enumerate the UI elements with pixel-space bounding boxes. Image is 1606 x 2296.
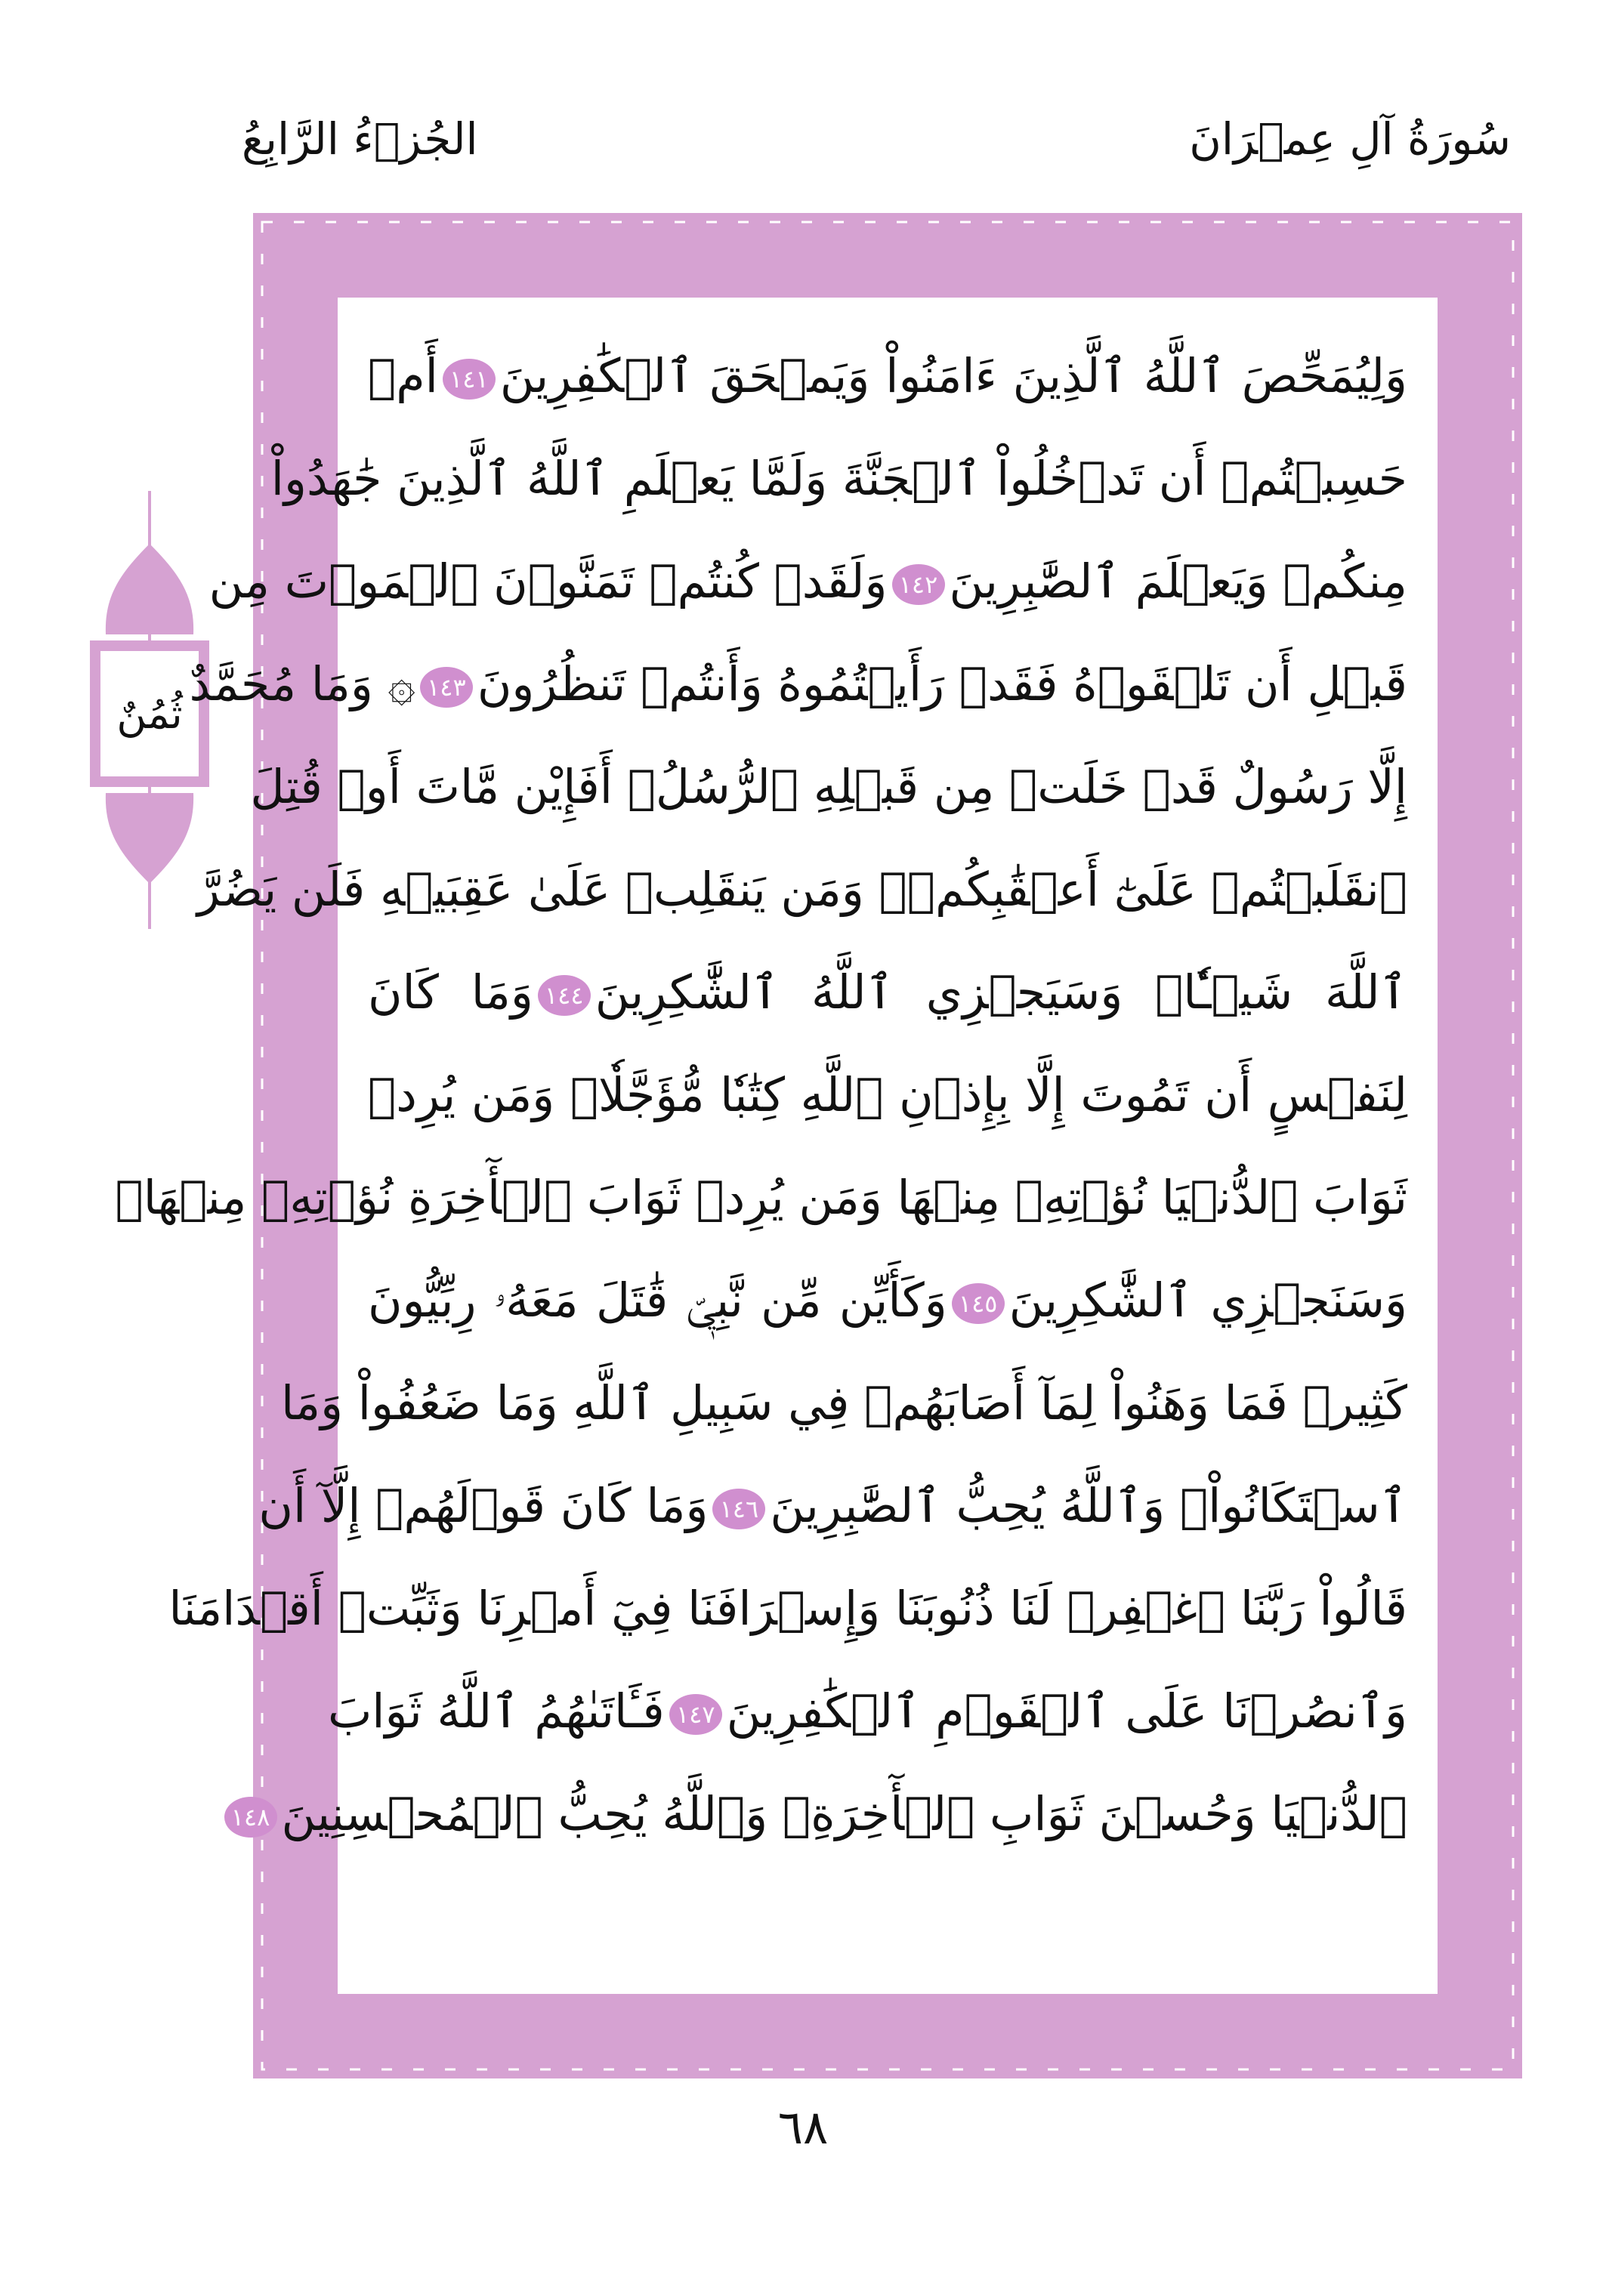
verse-line bbox=[258, 1455, 1407, 1557]
verse-line bbox=[230, 1763, 1407, 1866]
verse-text: ٱللَّهَ شَيۡـٔٗاۗ وَسَيَجۡزِي ٱللَّهُ ٱلشَّٰكِرِينَ bbox=[595, 964, 1407, 1020]
verse-text: إِلَّا رَسُولٌ قَدۡ خَلَتۡ مِن قَبۡلِهِ ٱلرُّسُلُۚ أَفَإِيْن مَّاتَ أَوۡ قُتِلَ bbox=[250, 759, 1407, 814]
verse-line bbox=[250, 736, 1407, 838]
verse-text: قَبۡلِ أَن تَلۡقَوۡهُ فَقَدۡ رَأَيۡتُمُوهُ وَأَنتُمۡ تَنظُرُونَ bbox=[477, 656, 1407, 711]
page-header bbox=[242, 113, 1511, 196]
ayah-number-badge: ١٤٤ bbox=[538, 975, 591, 1016]
verse-text-continued: أَمۡ bbox=[368, 348, 438, 403]
verse-text: ٱنقَلَبۡتُمۡ عَلَىٰٓ أَعۡقَٰبِكُمۡۚ وَمَن يَنقَلِبۡ عَلَىٰ عَقِبَيۡهِ فَلَن يَضُرَّ bbox=[196, 862, 1407, 917]
surah-title: سُورَةُ آلِ عِمۡرَانَ bbox=[1189, 113, 1511, 165]
verse-line bbox=[327, 1660, 1407, 1763]
ayah-number-badge: ١٤٥ bbox=[952, 1283, 1005, 1324]
hizb-label: ثُمُنٌ bbox=[116, 690, 183, 738]
verse-text-continued: وَمَا كَانَ bbox=[368, 964, 533, 1020]
verse-text: ٱسۡتَكَانُواْۗ وَٱللَّهُ يُحِبُّ ٱلصَّٰبِرِينَ bbox=[770, 1478, 1407, 1533]
verse-text-continued: ۞ وَمَا مُحَمَّدٌ bbox=[189, 656, 415, 711]
verse-text: قَالُواْ رَبَّنَا ٱغۡفِرۡ لَنَا ذُنُوبَنَا وَإِسۡرَافَنَا فِيٓ أَمۡرِنَا وَثَبِّتۡ أَقۡدَامَنَا bbox=[168, 1581, 1407, 1636]
verse-line bbox=[189, 633, 1407, 736]
verse-line bbox=[368, 1044, 1407, 1146]
verse-line bbox=[270, 427, 1407, 530]
ayah-number-badge: ١٤٣ bbox=[420, 667, 473, 708]
verse-text: كَثِيرٞ فَمَا وَهَنُواْ لِمَآ أَصَابَهُمۡ فِي سَبِيلِ ٱللَّهِ وَمَا ضَعُفُواْ وَمَا bbox=[281, 1375, 1407, 1430]
ayah-number-badge: ١٤١ bbox=[443, 359, 496, 400]
ayah-number-badge: ١٤٨ bbox=[224, 1797, 277, 1838]
ayah-number-badge: ١٤٦ bbox=[712, 1489, 765, 1529]
ayah-number-badge: ١٤٢ bbox=[892, 564, 945, 605]
verse-text: وَسَنَجۡزِي ٱلشَّٰكِرِينَ bbox=[1008, 1273, 1407, 1328]
page-number: ٦٨ bbox=[777, 2100, 829, 2155]
ayah-number-badge: ١٤٧ bbox=[669, 1694, 722, 1735]
verse-line bbox=[196, 838, 1407, 941]
verse-line bbox=[368, 941, 1407, 1044]
verse-line bbox=[208, 530, 1407, 633]
verse-line bbox=[168, 1557, 1407, 1660]
verse-line bbox=[281, 1352, 1407, 1455]
verse-line bbox=[368, 325, 1407, 427]
verse-text-continued: وَلَقَدۡ كُنتُمۡ تَمَنَّوۡنَ ٱلۡمَوۡتَ مِن bbox=[208, 554, 888, 609]
verse-line bbox=[115, 1146, 1407, 1249]
verse-text: مِنكُمۡ وَيَعۡلَمَ ٱلصَّٰبِرِينَ bbox=[949, 554, 1407, 609]
verse-text: حَسِبۡتُمۡ أَن تَدۡخُلُواْ ٱلۡجَنَّةَ وَلَمَّا يَعۡلَمِ ٱللَّهُ ٱلَّذِينَ جَٰهَدُواْ bbox=[270, 451, 1407, 506]
verse-line bbox=[368, 1249, 1407, 1352]
verse-text: وَلِيُمَحِّصَ ٱللَّهُ ٱلَّذِينَ ءَامَنُواْ وَيَمۡحَقَ ٱلۡكَٰفِرِينَ bbox=[499, 348, 1407, 403]
verse-text: ثَوَابَ ٱلدُّنۡيَا نُؤۡتِهِۦ مِنۡهَا وَمَن يُرِدۡ ثَوَابَ ٱلۡأٓخِرَةِ نُؤۡتِهِۦ مِنۡهَاۚ bbox=[115, 1170, 1407, 1225]
verse-text-continued: وَمَا كَانَ قَوۡلَهُمۡ إِلَّآ أَن bbox=[258, 1478, 709, 1533]
juz-title: الجُزۡءُ الرَّابِعُ bbox=[242, 113, 478, 165]
verse-text-continued: فَـَٔاتَىٰهُمُ ٱللَّهُ ثَوَابَ bbox=[327, 1683, 665, 1739]
verse-text: ٱلدُّنۡيَا وَحُسۡنَ ثَوَابِ ٱلۡأٓخِرَةِۗ وَٱللَّهُ يُحِبُّ ٱلۡمُحۡسِنِينَ bbox=[281, 1786, 1407, 1841]
verse-text: وَٱنصُرۡنَا عَلَى ٱلۡقَوۡمِ ٱلۡكَٰفِرِينَ bbox=[726, 1683, 1407, 1739]
verse-text: لِنَفۡسٍ أَن تَمُوتَ إِلَّا بِإِذۡنِ ٱللَّهِ كِتَٰبٗا مُّؤَجَّلٗاۗ وَمَن يُرِدۡ bbox=[368, 1067, 1407, 1122]
verse-text-continued: وَكَأَيِّن مِّن نَّبِيّٖ قَٰتَلَ مَعَهُۥ رِبِّيُّونَ bbox=[368, 1273, 947, 1328]
